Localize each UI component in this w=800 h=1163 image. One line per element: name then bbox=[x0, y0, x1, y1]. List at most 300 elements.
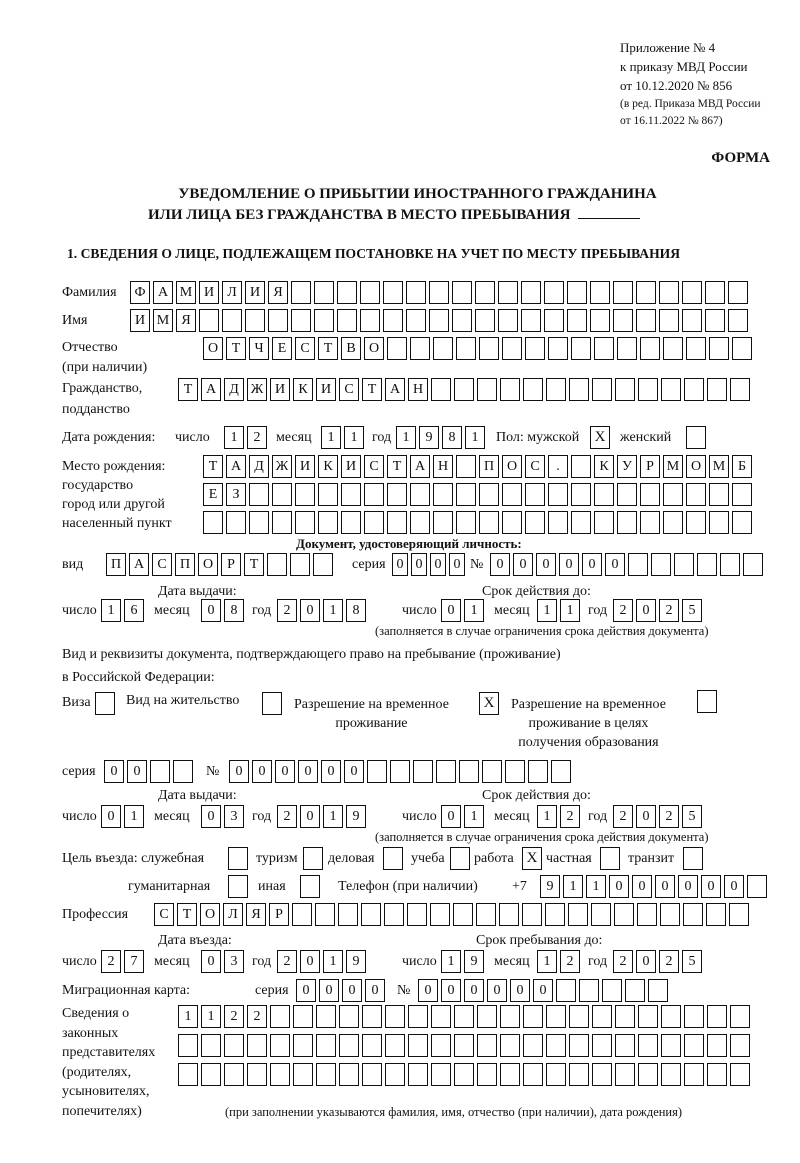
char-cell[interactable] bbox=[709, 337, 729, 360]
citizenship-field[interactable] bbox=[178, 378, 753, 400]
char-cell[interactable] bbox=[640, 337, 660, 360]
char-cell[interactable] bbox=[707, 378, 727, 401]
char-cell[interactable]: 0 bbox=[252, 760, 272, 783]
char-cell[interactable]: 1 bbox=[344, 426, 364, 449]
char-cell[interactable]: 5 bbox=[682, 805, 702, 828]
char-cell[interactable] bbox=[292, 903, 312, 926]
purpose-private-checkbox[interactable] bbox=[600, 847, 620, 870]
char-cell[interactable] bbox=[482, 760, 502, 783]
char-cell[interactable]: 9 bbox=[346, 805, 366, 828]
char-cell[interactable]: 0 bbox=[101, 805, 121, 828]
char-cell[interactable]: Т bbox=[226, 337, 246, 360]
char-cell[interactable] bbox=[502, 483, 522, 506]
char-cell[interactable] bbox=[556, 979, 576, 1002]
char-cell[interactable]: 0 bbox=[342, 979, 362, 1002]
migration-card-number-field[interactable] bbox=[418, 979, 671, 1001]
char-cell[interactable] bbox=[360, 309, 380, 332]
char-cell[interactable] bbox=[406, 309, 426, 332]
char-cell[interactable]: 0 bbox=[441, 599, 461, 622]
char-cell[interactable] bbox=[477, 378, 497, 401]
id-kind-field[interactable] bbox=[106, 553, 336, 575]
char-cell[interactable] bbox=[385, 1063, 405, 1086]
char-cell[interactable] bbox=[454, 378, 474, 401]
char-cell[interactable] bbox=[638, 1034, 658, 1057]
char-cell[interactable]: А bbox=[153, 281, 173, 304]
id-issue-year-field[interactable] bbox=[277, 599, 369, 621]
char-cell[interactable]: 2 bbox=[613, 599, 633, 622]
char-cell[interactable] bbox=[362, 1005, 382, 1028]
char-cell[interactable] bbox=[249, 511, 269, 534]
char-cell[interactable] bbox=[617, 483, 637, 506]
char-cell[interactable] bbox=[316, 1063, 336, 1086]
char-cell[interactable] bbox=[201, 1034, 221, 1057]
right-doc-series-field[interactable] bbox=[104, 760, 196, 782]
representatives-field-1[interactable] bbox=[178, 1005, 753, 1027]
char-cell[interactable]: 0 bbox=[441, 979, 461, 1002]
char-cell[interactable]: 7 bbox=[124, 950, 144, 973]
char-cell[interactable] bbox=[431, 1005, 451, 1028]
char-cell[interactable] bbox=[571, 483, 591, 506]
char-cell[interactable] bbox=[178, 1034, 198, 1057]
char-cell[interactable]: Я bbox=[246, 903, 266, 926]
char-cell[interactable]: 0 bbox=[636, 599, 656, 622]
char-cell[interactable] bbox=[316, 1005, 336, 1028]
char-cell[interactable] bbox=[314, 281, 334, 304]
char-cell[interactable]: Л bbox=[222, 281, 242, 304]
char-cell[interactable]: 0 bbox=[201, 805, 221, 828]
char-cell[interactable] bbox=[659, 309, 679, 332]
char-cell[interactable]: 0 bbox=[104, 760, 124, 783]
char-cell[interactable] bbox=[548, 337, 568, 360]
purpose-humanitarian-checkbox[interactable] bbox=[228, 875, 248, 898]
char-cell[interactable]: З bbox=[226, 483, 246, 506]
char-cell[interactable]: М bbox=[176, 281, 196, 304]
char-cell[interactable] bbox=[613, 281, 633, 304]
profession-field[interactable] bbox=[154, 903, 752, 925]
purpose-work-checkbox[interactable]: X bbox=[522, 847, 542, 870]
char-cell[interactable] bbox=[293, 1063, 313, 1086]
char-cell[interactable]: 0 bbox=[392, 553, 408, 576]
char-cell[interactable] bbox=[571, 511, 591, 534]
char-cell[interactable] bbox=[456, 483, 476, 506]
stay-day-field[interactable] bbox=[441, 950, 487, 972]
char-cell[interactable] bbox=[615, 1063, 635, 1086]
char-cell[interactable]: К bbox=[293, 378, 313, 401]
char-cell[interactable]: 0 bbox=[632, 875, 652, 898]
char-cell[interactable] bbox=[705, 309, 725, 332]
char-cell[interactable]: Я bbox=[268, 281, 288, 304]
char-cell[interactable] bbox=[383, 281, 403, 304]
char-cell[interactable] bbox=[636, 309, 656, 332]
char-cell[interactable] bbox=[339, 1063, 359, 1086]
stay-month-field[interactable] bbox=[537, 950, 583, 972]
right-doc-valid-month-field[interactable] bbox=[537, 805, 583, 827]
char-cell[interactable] bbox=[683, 903, 703, 926]
char-cell[interactable] bbox=[682, 281, 702, 304]
char-cell[interactable] bbox=[500, 1005, 520, 1028]
char-cell[interactable]: С bbox=[152, 553, 172, 576]
char-cell[interactable] bbox=[525, 483, 545, 506]
char-cell[interactable] bbox=[337, 309, 357, 332]
char-cell[interactable]: Л bbox=[223, 903, 243, 926]
char-cell[interactable]: 0 bbox=[513, 553, 533, 576]
char-cell[interactable]: 2 bbox=[659, 599, 679, 622]
char-cell[interactable] bbox=[728, 309, 748, 332]
char-cell[interactable] bbox=[686, 337, 706, 360]
char-cell[interactable]: 2 bbox=[613, 950, 633, 973]
char-cell[interactable] bbox=[615, 378, 635, 401]
title-blank-line[interactable] bbox=[578, 218, 640, 219]
char-cell[interactable] bbox=[661, 1063, 681, 1086]
char-cell[interactable]: 0 bbox=[411, 553, 427, 576]
char-cell[interactable] bbox=[295, 511, 315, 534]
char-cell[interactable] bbox=[270, 1005, 290, 1028]
name-field[interactable] bbox=[130, 309, 751, 331]
char-cell[interactable] bbox=[686, 483, 706, 506]
id-valid-month-field[interactable] bbox=[537, 599, 583, 621]
char-cell[interactable]: 0 bbox=[127, 760, 147, 783]
char-cell[interactable]: 2 bbox=[224, 1005, 244, 1028]
birth-day-field[interactable] bbox=[224, 426, 270, 448]
char-cell[interactable] bbox=[456, 511, 476, 534]
char-cell[interactable]: 1 bbox=[537, 599, 557, 622]
char-cell[interactable] bbox=[475, 281, 495, 304]
char-cell[interactable]: 2 bbox=[277, 805, 297, 828]
char-cell[interactable] bbox=[314, 309, 334, 332]
residence-permit-checkbox[interactable] bbox=[262, 692, 282, 715]
char-cell[interactable] bbox=[454, 1063, 474, 1086]
char-cell[interactable] bbox=[640, 483, 660, 506]
char-cell[interactable]: 0 bbox=[655, 875, 675, 898]
char-cell[interactable]: 0 bbox=[319, 979, 339, 1002]
patronymic-field[interactable] bbox=[203, 337, 755, 359]
char-cell[interactable] bbox=[341, 483, 361, 506]
char-cell[interactable] bbox=[707, 1034, 727, 1057]
char-cell[interactable] bbox=[476, 903, 496, 926]
char-cell[interactable]: И bbox=[295, 455, 315, 478]
char-cell[interactable] bbox=[705, 281, 725, 304]
char-cell[interactable] bbox=[408, 1005, 428, 1028]
char-cell[interactable] bbox=[592, 1034, 612, 1057]
char-cell[interactable] bbox=[569, 378, 589, 401]
char-cell[interactable] bbox=[592, 1063, 612, 1086]
char-cell[interactable] bbox=[544, 281, 564, 304]
char-cell[interactable] bbox=[720, 553, 740, 576]
char-cell[interactable] bbox=[267, 553, 287, 576]
char-cell[interactable]: 1 bbox=[224, 426, 244, 449]
char-cell[interactable]: Н bbox=[408, 378, 428, 401]
char-cell[interactable] bbox=[456, 337, 476, 360]
char-cell[interactable] bbox=[730, 1005, 750, 1028]
char-cell[interactable]: С bbox=[295, 337, 315, 360]
char-cell[interactable] bbox=[523, 378, 543, 401]
char-cell[interactable] bbox=[339, 1005, 359, 1028]
char-cell[interactable] bbox=[477, 1034, 497, 1057]
char-cell[interactable] bbox=[429, 281, 449, 304]
char-cell[interactable] bbox=[684, 1063, 704, 1086]
char-cell[interactable]: 0 bbox=[201, 950, 221, 973]
char-cell[interactable]: 0 bbox=[300, 599, 320, 622]
stay-year-field[interactable] bbox=[613, 950, 705, 972]
char-cell[interactable] bbox=[663, 337, 683, 360]
char-cell[interactable] bbox=[730, 1034, 750, 1057]
char-cell[interactable] bbox=[546, 1005, 566, 1028]
right-doc-issue-year-field[interactable] bbox=[277, 805, 369, 827]
char-cell[interactable]: И bbox=[270, 378, 290, 401]
char-cell[interactable]: 1 bbox=[465, 426, 485, 449]
char-cell[interactable] bbox=[544, 309, 564, 332]
char-cell[interactable]: 1 bbox=[563, 875, 583, 898]
char-cell[interactable]: М bbox=[709, 455, 729, 478]
char-cell[interactable] bbox=[728, 281, 748, 304]
temp-residence-checkbox[interactable]: X bbox=[479, 692, 499, 715]
id-valid-day-field[interactable] bbox=[441, 599, 487, 621]
char-cell[interactable]: 0 bbox=[510, 979, 530, 1002]
char-cell[interactable]: К bbox=[318, 455, 338, 478]
char-cell[interactable] bbox=[523, 1063, 543, 1086]
char-cell[interactable] bbox=[436, 760, 456, 783]
char-cell[interactable]: Т bbox=[203, 455, 223, 478]
char-cell[interactable] bbox=[684, 1005, 704, 1028]
entry-day-field[interactable] bbox=[101, 950, 147, 972]
char-cell[interactable]: 2 bbox=[247, 426, 267, 449]
char-cell[interactable]: Р bbox=[221, 553, 241, 576]
char-cell[interactable] bbox=[222, 309, 242, 332]
id-series-field[interactable] bbox=[392, 553, 468, 575]
char-cell[interactable]: М bbox=[153, 309, 173, 332]
char-cell[interactable] bbox=[385, 1005, 405, 1028]
representatives-field-2[interactable] bbox=[178, 1034, 753, 1056]
char-cell[interactable] bbox=[625, 979, 645, 1002]
char-cell[interactable] bbox=[591, 903, 611, 926]
char-cell[interactable]: П bbox=[106, 553, 126, 576]
char-cell[interactable] bbox=[247, 1034, 267, 1057]
char-cell[interactable]: 0 bbox=[321, 760, 341, 783]
char-cell[interactable] bbox=[638, 1063, 658, 1086]
char-cell[interactable] bbox=[224, 1063, 244, 1086]
char-cell[interactable] bbox=[291, 281, 311, 304]
char-cell[interactable]: Е bbox=[203, 483, 223, 506]
char-cell[interactable] bbox=[410, 483, 430, 506]
visa-checkbox[interactable] bbox=[95, 692, 115, 715]
char-cell[interactable]: 0 bbox=[464, 979, 484, 1002]
char-cell[interactable] bbox=[498, 309, 518, 332]
char-cell[interactable]: О bbox=[686, 455, 706, 478]
char-cell[interactable] bbox=[732, 337, 752, 360]
char-cell[interactable] bbox=[636, 281, 656, 304]
char-cell[interactable] bbox=[387, 337, 407, 360]
right-doc-issue-day-field[interactable] bbox=[101, 805, 147, 827]
char-cell[interactable] bbox=[454, 1034, 474, 1057]
char-cell[interactable] bbox=[709, 483, 729, 506]
char-cell[interactable]: 0 bbox=[609, 875, 629, 898]
char-cell[interactable] bbox=[479, 511, 499, 534]
char-cell[interactable]: 1 bbox=[586, 875, 606, 898]
char-cell[interactable]: 0 bbox=[678, 875, 698, 898]
char-cell[interactable] bbox=[579, 979, 599, 1002]
char-cell[interactable] bbox=[337, 281, 357, 304]
char-cell[interactable] bbox=[709, 511, 729, 534]
char-cell[interactable] bbox=[528, 760, 548, 783]
char-cell[interactable]: 1 bbox=[441, 950, 461, 973]
char-cell[interactable] bbox=[433, 511, 453, 534]
char-cell[interactable] bbox=[431, 1063, 451, 1086]
sex-female-checkbox[interactable] bbox=[686, 426, 706, 449]
id-number-field[interactable] bbox=[490, 553, 766, 575]
char-cell[interactable]: 2 bbox=[659, 805, 679, 828]
char-cell[interactable]: И bbox=[245, 281, 265, 304]
sex-male-checkbox[interactable]: X bbox=[590, 426, 610, 449]
char-cell[interactable] bbox=[479, 483, 499, 506]
char-cell[interactable] bbox=[433, 337, 453, 360]
char-cell[interactable]: 0 bbox=[418, 979, 438, 1002]
char-cell[interactable]: 2 bbox=[560, 950, 580, 973]
char-cell[interactable] bbox=[505, 760, 525, 783]
char-cell[interactable] bbox=[568, 903, 588, 926]
char-cell[interactable] bbox=[567, 309, 587, 332]
char-cell[interactable]: Я bbox=[176, 309, 196, 332]
char-cell[interactable]: И bbox=[341, 455, 361, 478]
char-cell[interactable] bbox=[429, 309, 449, 332]
right-doc-valid-day-field[interactable] bbox=[441, 805, 487, 827]
char-cell[interactable]: 0 bbox=[536, 553, 556, 576]
char-cell[interactable] bbox=[226, 511, 246, 534]
char-cell[interactable] bbox=[730, 1063, 750, 1086]
char-cell[interactable]: Р bbox=[640, 455, 660, 478]
char-cell[interactable]: И bbox=[130, 309, 150, 332]
char-cell[interactable] bbox=[651, 553, 671, 576]
char-cell[interactable]: 0 bbox=[300, 950, 320, 973]
phone-field[interactable] bbox=[540, 875, 770, 897]
char-cell[interactable] bbox=[548, 511, 568, 534]
char-cell[interactable] bbox=[674, 553, 694, 576]
char-cell[interactable] bbox=[339, 1034, 359, 1057]
char-cell[interactable] bbox=[201, 1063, 221, 1086]
char-cell[interactable]: Т bbox=[387, 455, 407, 478]
char-cell[interactable] bbox=[452, 281, 472, 304]
char-cell[interactable] bbox=[245, 309, 265, 332]
char-cell[interactable]: Д bbox=[224, 378, 244, 401]
char-cell[interactable]: С bbox=[154, 903, 174, 926]
char-cell[interactable] bbox=[602, 979, 622, 1002]
char-cell[interactable]: 1 bbox=[124, 805, 144, 828]
char-cell[interactable]: М bbox=[663, 455, 683, 478]
char-cell[interactable]: Е bbox=[272, 337, 292, 360]
char-cell[interactable]: С bbox=[364, 455, 384, 478]
purpose-business-checkbox[interactable] bbox=[383, 847, 403, 870]
char-cell[interactable] bbox=[521, 309, 541, 332]
char-cell[interactable] bbox=[247, 1063, 267, 1086]
char-cell[interactable]: 3 bbox=[224, 805, 244, 828]
char-cell[interactable] bbox=[546, 1063, 566, 1086]
char-cell[interactable]: Т bbox=[178, 378, 198, 401]
char-cell[interactable]: 2 bbox=[277, 599, 297, 622]
char-cell[interactable] bbox=[628, 553, 648, 576]
char-cell[interactable] bbox=[617, 337, 637, 360]
char-cell[interactable]: 9 bbox=[346, 950, 366, 973]
char-cell[interactable] bbox=[707, 1005, 727, 1028]
char-cell[interactable]: Т bbox=[244, 553, 264, 576]
purpose-tourism-checkbox[interactable] bbox=[303, 847, 323, 870]
char-cell[interactable]: 0 bbox=[365, 979, 385, 1002]
char-cell[interactable] bbox=[571, 455, 591, 478]
char-cell[interactable] bbox=[594, 511, 614, 534]
char-cell[interactable] bbox=[551, 760, 571, 783]
char-cell[interactable]: 0 bbox=[201, 599, 221, 622]
char-cell[interactable] bbox=[569, 1005, 589, 1028]
char-cell[interactable] bbox=[433, 483, 453, 506]
char-cell[interactable] bbox=[387, 483, 407, 506]
char-cell[interactable] bbox=[341, 511, 361, 534]
char-cell[interactable] bbox=[410, 511, 430, 534]
char-cell[interactable] bbox=[410, 337, 430, 360]
char-cell[interactable] bbox=[272, 483, 292, 506]
char-cell[interactable]: С bbox=[339, 378, 359, 401]
char-cell[interactable]: Т bbox=[177, 903, 197, 926]
char-cell[interactable]: 0 bbox=[430, 553, 446, 576]
char-cell[interactable] bbox=[390, 760, 410, 783]
char-cell[interactable]: 9 bbox=[464, 950, 484, 973]
char-cell[interactable]: 0 bbox=[229, 760, 249, 783]
char-cell[interactable]: 2 bbox=[560, 805, 580, 828]
char-cell[interactable] bbox=[661, 378, 681, 401]
char-cell[interactable]: И bbox=[316, 378, 336, 401]
char-cell[interactable]: 5 bbox=[682, 599, 702, 622]
char-cell[interactable] bbox=[614, 903, 634, 926]
char-cell[interactable] bbox=[648, 979, 668, 1002]
char-cell[interactable]: 0 bbox=[559, 553, 579, 576]
char-cell[interactable] bbox=[150, 760, 170, 783]
char-cell[interactable]: 3 bbox=[224, 950, 244, 973]
char-cell[interactable] bbox=[548, 483, 568, 506]
char-cell[interactable] bbox=[318, 511, 338, 534]
char-cell[interactable] bbox=[523, 1005, 543, 1028]
char-cell[interactable]: 0 bbox=[636, 950, 656, 973]
char-cell[interactable] bbox=[592, 378, 612, 401]
purpose-other-checkbox[interactable] bbox=[300, 875, 320, 898]
birthplace-field-3[interactable] bbox=[203, 511, 755, 533]
char-cell[interactable]: Т bbox=[318, 337, 338, 360]
char-cell[interactable]: 1 bbox=[396, 426, 416, 449]
char-cell[interactable] bbox=[313, 553, 333, 576]
char-cell[interactable] bbox=[661, 1005, 681, 1028]
char-cell[interactable] bbox=[316, 1034, 336, 1057]
char-cell[interactable] bbox=[571, 337, 591, 360]
char-cell[interactable] bbox=[732, 511, 752, 534]
char-cell[interactable] bbox=[525, 337, 545, 360]
char-cell[interactable] bbox=[384, 903, 404, 926]
id-issue-month-field[interactable] bbox=[201, 599, 247, 621]
char-cell[interactable] bbox=[387, 511, 407, 534]
char-cell[interactable]: У bbox=[617, 455, 637, 478]
char-cell[interactable]: 1 bbox=[464, 805, 484, 828]
char-cell[interactable]: 0 bbox=[582, 553, 602, 576]
temp-residence-edu-checkbox[interactable] bbox=[697, 690, 717, 713]
surname-field[interactable] bbox=[130, 281, 751, 303]
char-cell[interactable] bbox=[270, 1034, 290, 1057]
char-cell[interactable]: 0 bbox=[298, 760, 318, 783]
char-cell[interactable]: 1 bbox=[201, 1005, 221, 1028]
char-cell[interactable]: 1 bbox=[101, 599, 121, 622]
char-cell[interactable]: 0 bbox=[605, 553, 625, 576]
char-cell[interactable]: 0 bbox=[636, 805, 656, 828]
char-cell[interactable]: 0 bbox=[300, 805, 320, 828]
char-cell[interactable] bbox=[707, 1063, 727, 1086]
char-cell[interactable]: В bbox=[341, 337, 361, 360]
char-cell[interactable] bbox=[362, 1034, 382, 1057]
char-cell[interactable] bbox=[224, 1034, 244, 1057]
char-cell[interactable] bbox=[477, 1063, 497, 1086]
